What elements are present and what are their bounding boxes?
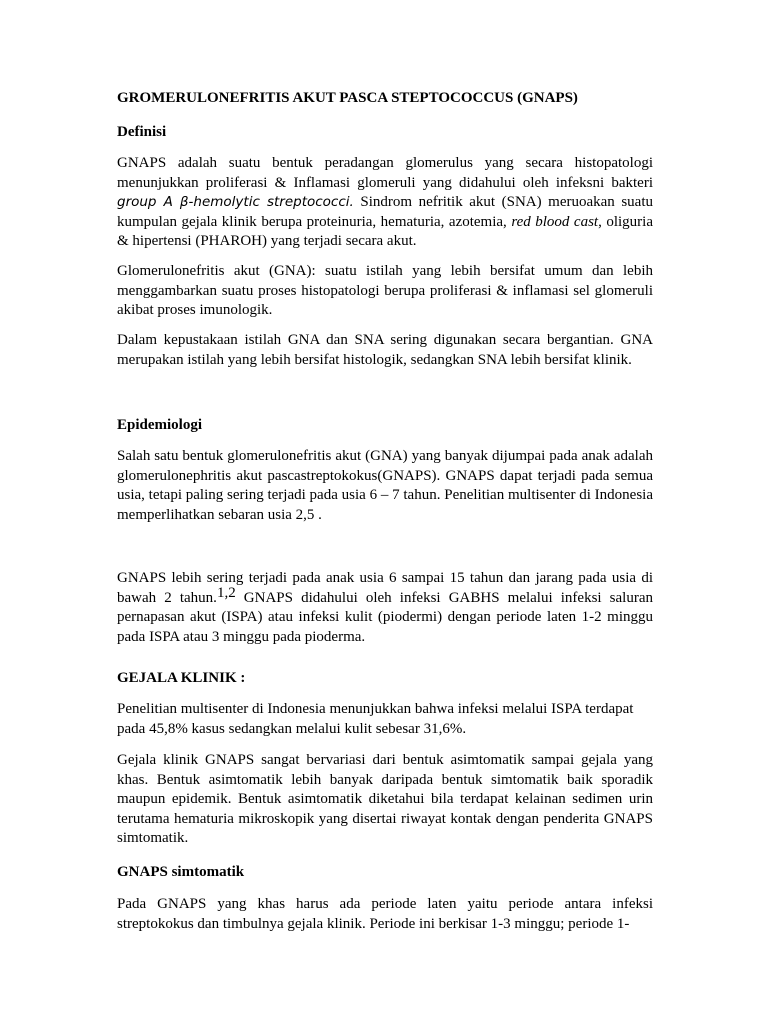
paragraph-definisi-3: Dalam kepustakaan istilah GNA dan SNA sering digunakan secara bergantian. GNA merupakan istilah yang lebih bersifat histologik, sedangkan SNA lebih bersifat klinik. xyxy=(117,332,653,368)
paragraph-text: GNAPS adalah suatu bentuk peradangan glomerulus yang secara histopatologi menunjukkan proliferasi & Inflamasi glomeruli yang didahului oleh infeksni bakteri xyxy=(117,155,653,191)
heading-definisi: Definisi xyxy=(117,124,167,140)
italic-organism-name: group A β-hemolytic streptococci. xyxy=(117,194,354,210)
citation-superscript: 1,2 xyxy=(216,584,236,601)
heading-epidemiologi: Epidemiologi xyxy=(117,417,203,433)
paragraph-definisi-1 xyxy=(117,154,653,252)
paragraph-text: , oliguria & hipertensi (PHAROH) yang terjadi secara akut. xyxy=(117,213,654,249)
heading-gejala-klinik: GEJALA KLINIK : xyxy=(117,670,246,686)
paragraph-text: Sindrom nefritik akut (SNA) meruoakan suatu kumpulan gejala klinik berupa proteinuria, hematuria, azotemia, xyxy=(117,194,654,230)
paragraph-epidemiologi-1: Salah satu bentuk glomerulonefritis akut (GNA) yang banyak dijumpai pada anak adalah glomerulonephritis akut pascastreptokokus(GNAPS). GNAPS dapat terjadi pada semua usia, tetapi paling sering terjadi pada usia 6 – 7 tahun. Penelitian multisenter di Indonesia memperlihatkan sebaran usia 2,5 . xyxy=(117,448,653,523)
paragraph-gejala-1: Penelitian multisenter di Indonesia menunjukkan bahwa infeksi melalui ISPA terdapat pada 45,8% kasus sedangkan melalui kulit sebesar 31,6%. xyxy=(117,701,634,737)
document-title: GROMERULONEFRITIS AKUT PASCA STEPTOCOCCUS (GNAPS) xyxy=(117,90,578,106)
paragraph-epidemiologi-2 xyxy=(117,569,653,647)
paragraph-definisi-2: Glomerulonefritis akut (GNA): suatu istilah yang lebih bersifat umum dan lebih menggambarkan suatu proses histopatologi berupa proliferasi & inflamasi sel glomeruli akibat proses imunologik. xyxy=(117,263,653,318)
paragraph-text: GNAPS didahului oleh infeksi GABHS melalui infeksi saluran pernapasan akut (ISPA) atau infeksi kulit (piodermi) dengan periode laten 1-2 minggu pada ISPA atau 3 minggu pada pioderma. xyxy=(117,589,653,645)
paragraph-simtomatik-1: Pada GNAPS yang khas harus ada periode laten yaitu periode antara infeksi streptokokus dan timbulnya gejala klinik. Periode ini berkisar 1-3 minggu; periode 1- xyxy=(117,896,653,932)
heading-gnaps-simtomatik: GNAPS simtomatik xyxy=(117,864,245,880)
paragraph-text: GNAPS lebih sering terjadi pada anak usia 6 sampai 15 tahun dan jarang pada usia di bawah 2 tahun. xyxy=(117,570,653,606)
paragraph-gejala-2: Gejala klinik GNAPS sangat bervariasi dari bentuk asimtomatik sampai gejala yang khas. Bentuk asimtomatik lebih banyak daripada bentuk simtomatik baik sporadik maupun epidemik. Bentuk asimtomatik diketahui bila terdapat kelainan sedimen urin terutama hematuria mikroskopik yang disertai riwayat kontak dengan penderita GNAPS simtomatik. xyxy=(117,752,653,846)
italic-term: red blood cast xyxy=(511,213,599,230)
